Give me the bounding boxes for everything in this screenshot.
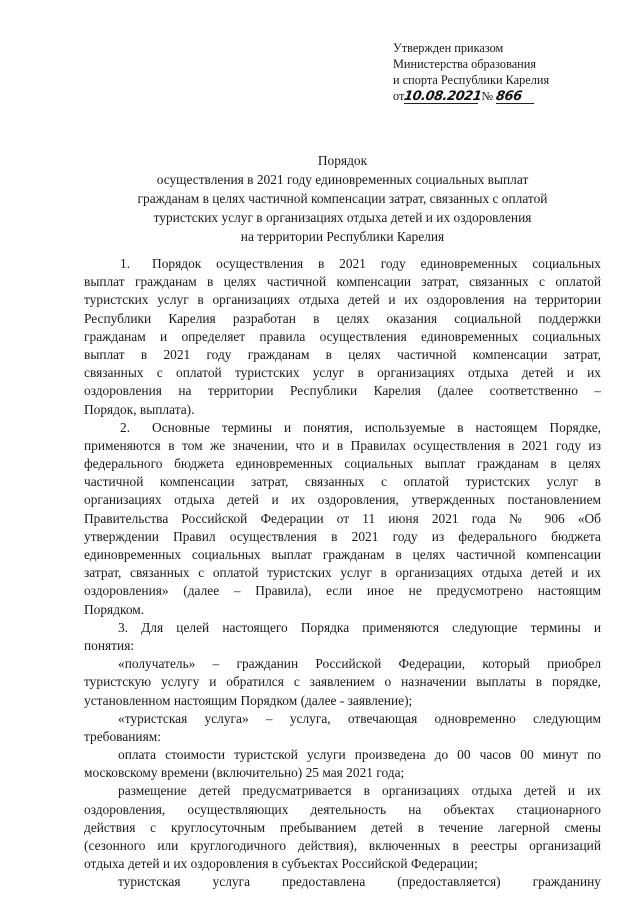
approval-number-label: №	[481, 89, 494, 103]
approval-date: 10.08.2021	[403, 89, 483, 104]
paragraph-line: Республики Карелия разработан в целях оказания социальной поддержки	[84, 310, 601, 326]
paragraph-3	[84, 619, 601, 655]
title-line: гражданам в целях частичной компенсации затрат, связанных с оплатой	[137, 191, 548, 206]
paragraph-line: туристская услуга предоставлена (предоставляется) гражданину	[118, 874, 601, 890]
paragraph-line: федерального бюджета единовременных социальных выплат гражданам в целях	[84, 456, 601, 472]
paragraph-1	[84, 255, 601, 419]
approval-line-2: Министерства образования	[393, 57, 536, 71]
paragraph-line: связанных с оплатой туристских услуг в организациях отдыха детей и их	[84, 365, 601, 381]
paragraph-line: установленном настоящим Порядком (далее - заявление);	[84, 692, 413, 708]
paragraph-line: применяются в том же значении, что и в Правилах осуществления в 2021 году из	[84, 437, 601, 453]
paragraph-line: «туристская услуга» – услуга, отвечающая одновременно следующим	[118, 710, 601, 726]
approval-line-3: и спорта Республики Карелия	[393, 73, 550, 87]
paragraph-4	[84, 655, 601, 710]
paragraph-line: (сезонного или круглогодичного действия), включенных в реестры организаций	[84, 838, 601, 853]
paragraph-line: отдыха детей и их оздоровления в субъектах Российской Федерации;	[84, 856, 478, 872]
paragraph-line: затрат, связанных с оплатой туристских услуг в организациях отдыха детей и их	[84, 565, 601, 581]
paragraph-line: организациях отдыха детей и их оздоровления, утвержденных постановлением	[84, 492, 601, 508]
paragraph-line: туристских услуг в организациях отдыха детей и их оздоровления на территории	[84, 292, 601, 308]
paragraph-line: понятия:	[84, 637, 135, 653]
paragraph-line: Порядком.	[84, 601, 145, 617]
paragraph-line: 3. Для целей настоящего Порядка применяются следующие термины и	[118, 619, 601, 635]
paragraph-line: оздоровления, осуществляющих деятельность на объектах стационарного	[84, 801, 601, 817]
paragraph-line: требованиям:	[84, 728, 161, 744]
paragraph-line: выплат гражданам в целях частичной компенсации затрат, связанных с оплатой	[84, 274, 601, 290]
paragraph-line: выплат в 2021 году гражданам в целях частичной компенсации затрат,	[84, 346, 601, 362]
paragraph-line: гражданам и определяет правила осуществления единовременных социальных	[84, 328, 601, 344]
document-title	[84, 151, 601, 246]
paragraph-line: действия с круглосуточным пребыванием детей в течение лагерной смены	[84, 819, 601, 835]
paragraph-line: частичной компенсации затрат, связанных с оплатой туристских услуг в	[84, 474, 601, 490]
title-line: осуществления в 2021 году единовременных социальных выплат	[156, 172, 529, 187]
approval-date-line	[393, 88, 618, 104]
paragraph-line: утверждении Правил осуществления в 2021 году из федерального бюджета	[84, 528, 601, 544]
title-line: на территории Республики Карелия	[240, 229, 445, 244]
approval-from-prefix: от	[393, 89, 405, 103]
paragraph-line: размещение детей предусматривается в организациях отдыха детей и их	[118, 783, 601, 799]
paragraph-8	[84, 873, 601, 891]
approval-number: 866	[495, 89, 523, 104]
paragraph-line: туристскую услугу и обратился с заявлением о назначении выплаты в порядке,	[84, 674, 601, 690]
paragraph-line: московскому времени (включительно) 25 мая 2021 года;	[84, 765, 405, 781]
document-body	[84, 255, 601, 892]
paragraph-2	[84, 419, 601, 619]
paragraph-line: 2. Основные термины и понятия, используемые в настоящем Порядке,	[120, 419, 601, 435]
paragraph-line: «получатель» – гражданин Российской Федерации, который приобрел	[118, 656, 601, 672]
paragraph-7	[84, 782, 601, 873]
paragraph-line: Правительства Российской Федерации от 11 июня 2021 года № 906 «Об	[84, 510, 601, 526]
title-line: туристских услуг в организациях отдыха детей и их оздоровления	[153, 210, 532, 225]
paragraph-number: 2.	[120, 419, 131, 435]
approval-stamp	[393, 40, 618, 104]
paragraph-line: оплата стоимости туристской услуги произведена до 00 часов 00 минут по	[118, 747, 601, 763]
approval-line-1: Утвержден приказом	[393, 41, 504, 55]
paragraph-line: единовременных социальных выплат гражданам в целях частичной компенсации	[84, 547, 601, 562]
title-heading: Порядок	[317, 153, 368, 168]
paragraph-5	[84, 710, 601, 746]
paragraph-line: Порядок, выплата).	[84, 401, 195, 417]
paragraph-6	[84, 746, 601, 782]
paragraph-line: оздоровления» (далее – Правила), если иное не предусмотрено настоящим	[84, 583, 601, 599]
paragraph-number: 1.	[120, 256, 131, 271]
paragraph-line: 1. Порядок осуществления в 2021 году единовременных социальных	[120, 256, 601, 271]
paragraph-line: оздоровления на территории Республики Карелия (далее соответственно –	[84, 383, 601, 399]
